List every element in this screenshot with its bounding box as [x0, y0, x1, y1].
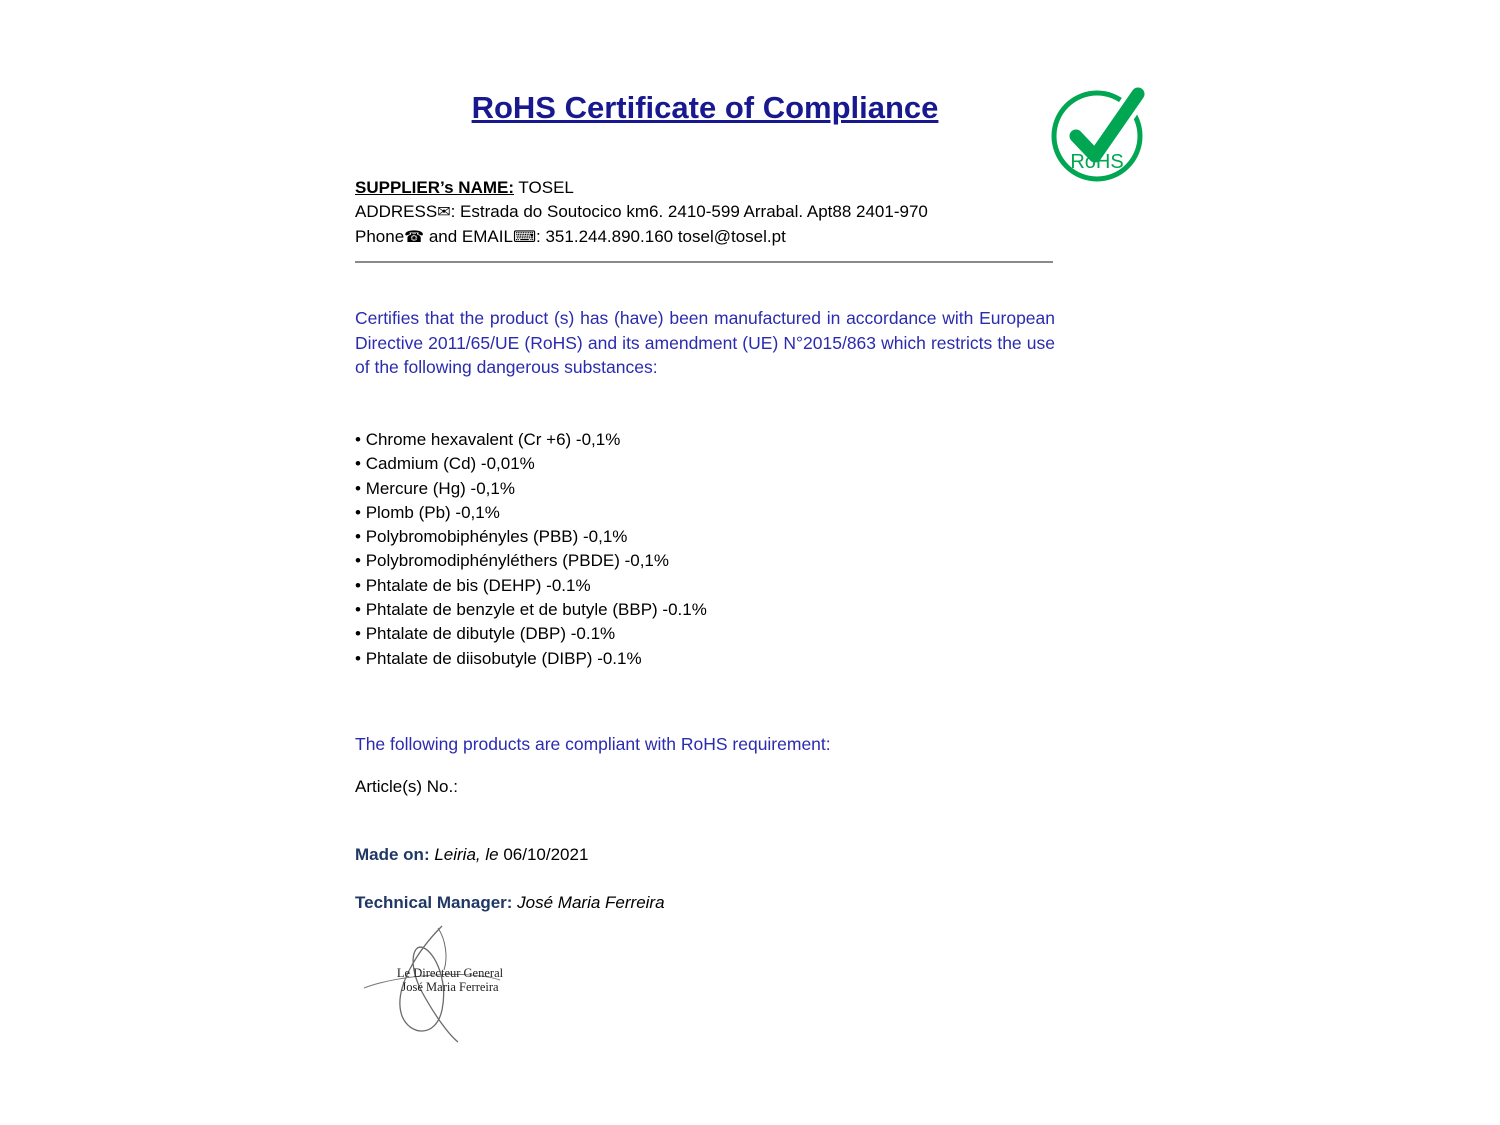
page-title: RoHS Certificate of Compliance — [471, 90, 939, 125]
substance-item: • Plomb (Pb) -0,1% — [355, 501, 1055, 525]
technical-manager-value: José Maria Ferreira — [512, 893, 665, 912]
substance-item: • Phtalate de benzyle et de butyle (BBP) -0.1% — [355, 598, 1055, 622]
technical-manager-label: Technical Manager: — [355, 893, 513, 912]
envelope-icon: ✉ — [437, 204, 451, 221]
technical-manager-line — [355, 893, 1055, 913]
substance-list — [355, 428, 1055, 671]
substance-item: • Phtalate de dibutyle (DBP) -0.1% — [355, 622, 1055, 646]
signature-line2: José Maria Ferreira — [401, 980, 499, 994]
compliance-line: The following products are compliant with RoHS requirement: — [355, 734, 831, 754]
supplier-block — [355, 176, 1055, 250]
compliance-statement: Certifies that the product (s) has (have) been manufactured in accordance with European Directive 2011/65/UE (RoHS) and its amendment (UE) N°2015/863 which restricts the use of the following dangerous substances: — [355, 308, 1055, 377]
supplier-contact-line — [355, 225, 1055, 250]
supplier-name-label: SUPPLIER’s NAME: — [355, 178, 515, 197]
substance-item: • Chrome hexavalent (Cr +6) -0,1% — [355, 428, 1055, 452]
made-on-label: Made on: — [355, 845, 430, 864]
substance-item: • Phtalate de diisobutyle (DIBP) -0.1% — [355, 647, 1055, 671]
substance-item: • Cadmium (Cd) -0,01% — [355, 452, 1055, 476]
substance-item: • Polybromobiphényles (PBB) -0,1% — [355, 525, 1055, 549]
email-label: and EMAIL — [424, 227, 513, 246]
article-number-line: Article(s) No.: — [355, 777, 458, 796]
signature-line1: Le Directeur General — [396, 966, 504, 980]
phone-label: Phone — [355, 227, 405, 246]
rohs-logo-text: RoHS — [1070, 151, 1124, 173]
contact-value: : 351.244.890.160 tosel@tosel.pt — [536, 227, 786, 246]
phone-icon: ☎ — [404, 229, 425, 246]
rohs-check-icon — [1050, 82, 1150, 184]
made-on-date: 06/10/2021 — [498, 845, 589, 864]
computer-icon: ⌨ — [512, 229, 537, 246]
address-label: ADDRESS — [355, 202, 438, 221]
substance-item: • Phtalate de bis (DEHP) -0.1% — [355, 574, 1055, 598]
signature-text — [370, 966, 530, 994]
divider — [355, 261, 1053, 263]
supplier-name-line — [355, 176, 1055, 200]
supplier-name-value: TOSEL — [514, 178, 574, 197]
substance-item: • Polybromodiphényléthers (PBDE) -0,1% — [355, 549, 1055, 573]
made-on-place: Leiria, le — [429, 845, 499, 864]
rohs-logo — [1050, 82, 1150, 184]
substance-item: • Mercure (Hg) -0,1% — [355, 477, 1055, 501]
address-value: : Estrada do Soutocico km6. 2410-599 Arrabal. Apt88 2401-970 — [450, 202, 928, 221]
supplier-address-line — [355, 200, 1055, 225]
made-on-line — [355, 845, 1055, 865]
signature — [350, 918, 550, 1058]
